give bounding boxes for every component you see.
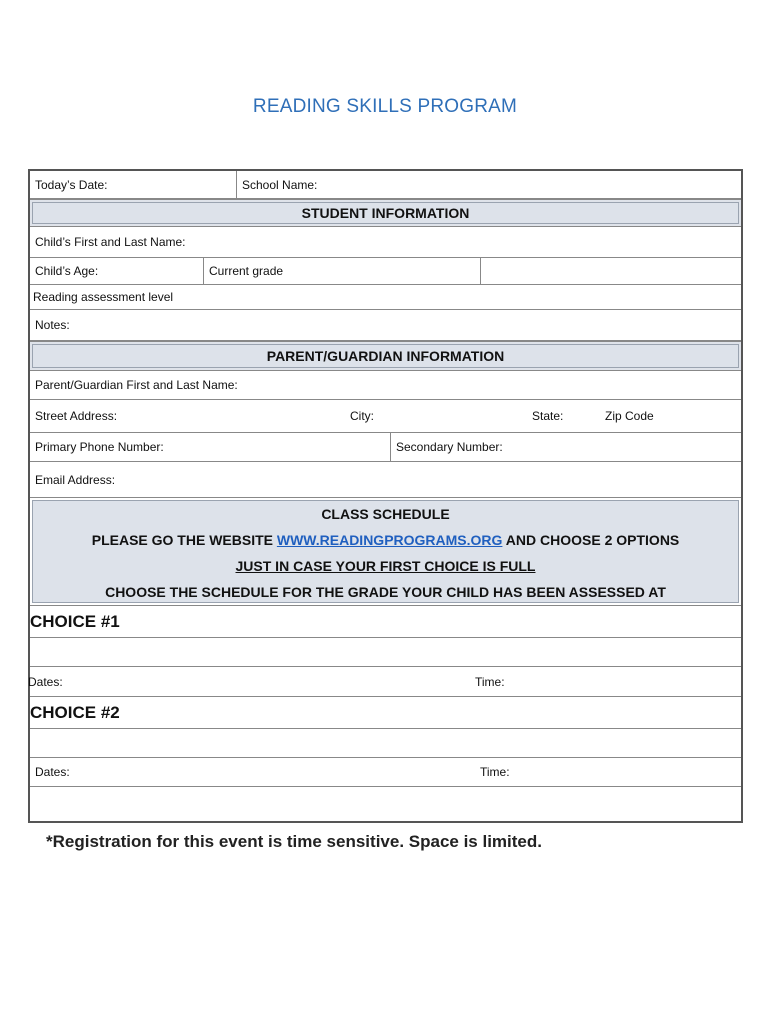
choice-1-time-label: Time: xyxy=(475,674,505,689)
row-choice-1 xyxy=(30,606,741,638)
choice-1-field[interactable] xyxy=(30,638,741,666)
grade-schedule-instruction: CHOOSE THE SCHEDULE FOR THE GRADE YOUR CHILD HAS BEEN ASSESSED AT xyxy=(105,584,666,600)
street-address-field[interactable] xyxy=(30,400,345,432)
city-label: City: xyxy=(350,409,374,423)
city-field[interactable] xyxy=(345,400,525,432)
row-child-name xyxy=(30,227,741,258)
row-address xyxy=(30,400,741,433)
choice-1-time-field[interactable] xyxy=(470,667,741,696)
primary-phone-label: Primary Phone Number: xyxy=(35,440,164,454)
secondary-phone-label: Secondary Number: xyxy=(396,440,503,454)
choice-2-dates-label: Dates: xyxy=(35,765,70,779)
school-name-field[interactable] xyxy=(237,171,741,198)
zip-code-label: Zip Code xyxy=(605,409,654,423)
child-name-field[interactable] xyxy=(30,227,741,257)
parent-name-field[interactable] xyxy=(30,371,741,399)
choice-2-entry xyxy=(30,729,741,758)
class-schedule-box xyxy=(32,500,739,603)
choice-1-dates-field[interactable] xyxy=(28,667,468,696)
child-age-field[interactable] xyxy=(30,258,203,284)
website-instruction-before: PLEASE GO THE WEBSITE xyxy=(91,532,277,548)
current-grade-label: Current grade xyxy=(209,264,284,278)
state-label: State: xyxy=(532,409,564,423)
choice-2-extra-entry xyxy=(30,787,741,821)
email-field[interactable] xyxy=(30,462,741,497)
parent-info-title: PARENT/GUARDIAN INFORMATION xyxy=(32,344,739,368)
primary-phone-field[interactable] xyxy=(30,433,390,461)
school-name-label: School Name: xyxy=(242,177,318,192)
todays-date-field[interactable] xyxy=(30,171,236,198)
parent-info-header xyxy=(30,341,741,371)
notes-field[interactable] xyxy=(30,310,741,340)
row-notes xyxy=(30,310,741,341)
choice-2-dates-field[interactable] xyxy=(30,758,475,786)
row-age-grade xyxy=(30,258,741,285)
class-schedule-heading: CLASS SCHEDULE xyxy=(321,506,450,522)
current-grade-field[interactable] xyxy=(204,258,480,284)
choice-1-dates-label: Dates: xyxy=(28,674,63,689)
row-email xyxy=(30,462,741,498)
secondary-phone-field[interactable] xyxy=(391,433,741,461)
row-phones xyxy=(30,433,741,462)
first-choice-full-note: JUST IN CASE YOUR FIRST CHOICE IS FULL xyxy=(235,558,536,574)
website-instruction-after: AND CHOOSE 2 OPTIONS xyxy=(502,532,680,548)
choice-1-label: CHOICE #1 xyxy=(30,611,120,631)
todays-date-label: Today’s Date: xyxy=(35,177,108,192)
student-info-title: STUDENT INFORMATION xyxy=(32,202,739,224)
student-info-header xyxy=(30,199,741,227)
state-field[interactable] xyxy=(527,400,599,432)
parent-name-label: Parent/Guardian First and Last Name: xyxy=(35,378,238,392)
website-instruction xyxy=(33,527,738,553)
registration-form xyxy=(28,169,743,823)
row-choice-2 xyxy=(30,697,741,729)
class-schedule-section xyxy=(30,498,741,606)
choice-2-extra-field[interactable] xyxy=(30,787,741,821)
row-parent-name xyxy=(30,371,741,400)
street-address-label: Street Address: xyxy=(35,409,118,423)
current-grade-value-field[interactable] xyxy=(481,258,741,284)
child-name-label: Child’s First and Last Name: xyxy=(35,235,186,249)
choice-2-time-field[interactable] xyxy=(475,758,741,786)
registration-note: *Registration for this event is time sensitive. Space is limited. xyxy=(46,832,542,851)
choice-2-time-label: Time: xyxy=(480,765,510,779)
reading-level-label: Reading assessment level xyxy=(33,290,174,304)
row-choice-1-dates xyxy=(30,667,741,697)
choice-1-entry xyxy=(30,638,741,667)
choice-2-label: CHOICE #2 xyxy=(30,702,120,722)
row-choice-2-dates xyxy=(30,758,741,787)
zip-code-field[interactable] xyxy=(600,400,741,432)
row-date-school xyxy=(30,171,741,199)
choice-2-field[interactable] xyxy=(30,729,741,757)
page-title: READING SKILLS PROGRAM xyxy=(252,96,518,117)
reading-level-field[interactable] xyxy=(28,285,741,309)
row-reading-level xyxy=(30,285,741,310)
website-link[interactable]: WWW.READINGPROGRAMS.ORG xyxy=(276,532,503,548)
notes-label: Notes: xyxy=(35,318,70,332)
email-label: Email Address: xyxy=(35,472,116,487)
child-age-label: Child’s Age: xyxy=(35,264,99,278)
